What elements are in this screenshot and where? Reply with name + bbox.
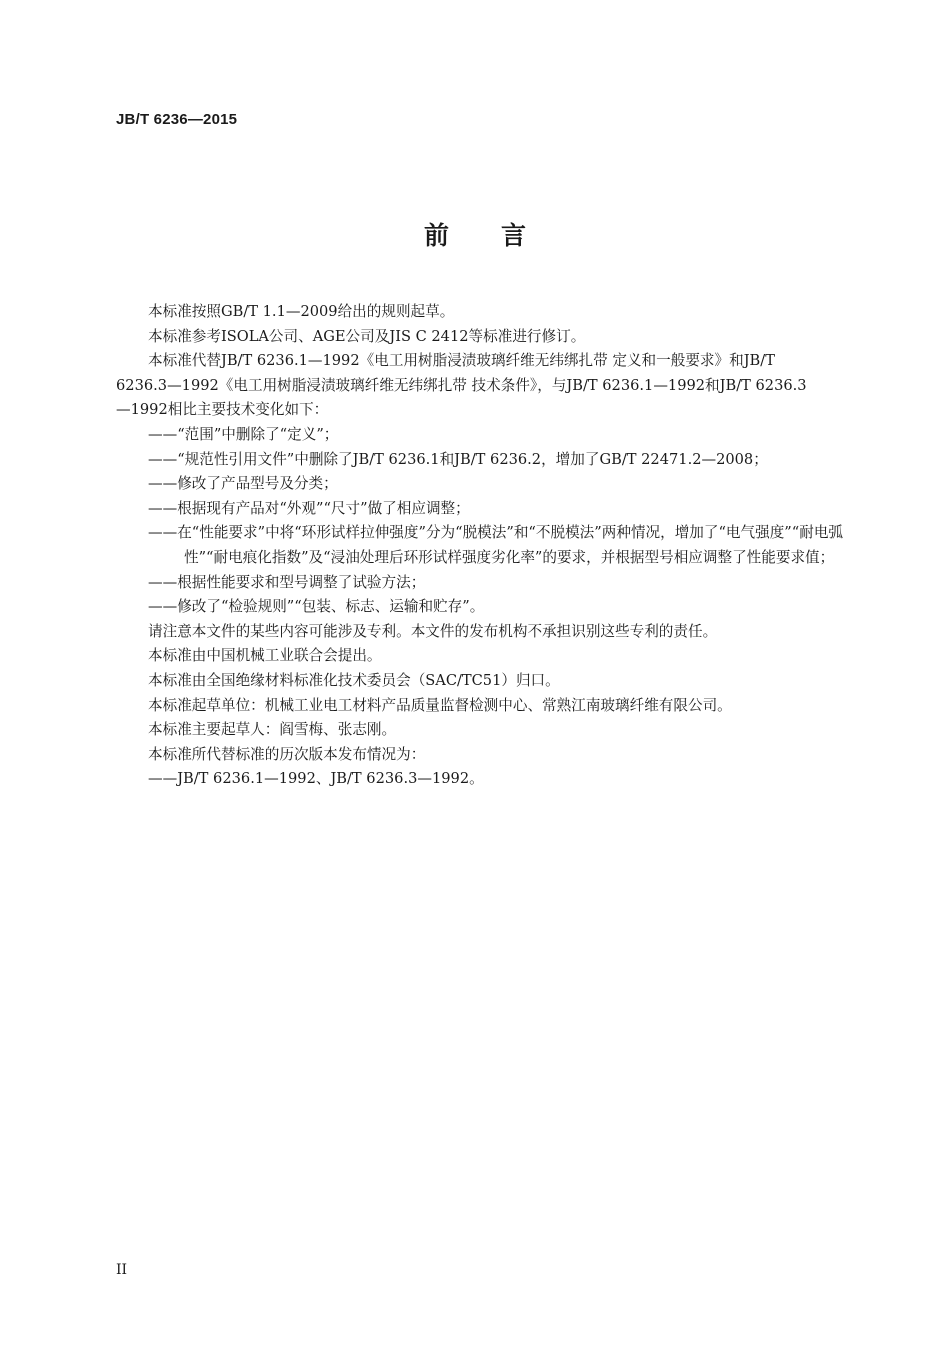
page-title: 前言 (423, 221, 578, 250)
paragraph-line: —1992相比主要技术变化如下： (116, 401, 329, 419)
document-body (116, 300, 864, 792)
paragraph: 本标准起草单位：机械工业电工材料产品质量监督检测中心、常熟江南玻璃纤维有限公司。 (148, 696, 732, 714)
page-number: II (116, 1262, 128, 1278)
paragraph: 本标准由中国机械工业联合会提出。 (148, 647, 382, 665)
paragraph: ——JB/T 6236.1—1992、JB/T 6236.3—1992。 (148, 770, 484, 788)
paragraph: 本标准参考ISOLA公司、AGE公司及JIS C 2412等标准进行修订。 (148, 327, 586, 345)
list-item: ——修改了“检验规则”“包装、标志、运输和贮存”。 (148, 598, 485, 616)
list-item: ——根据性能要求和型号调整了试验方法； (148, 573, 426, 591)
paragraph: 本标准按照GB/T 1.1—2009给出的规则起草。 (148, 303, 455, 320)
standard-code: JB/T 6236—2015 (116, 111, 238, 128)
list-item: ——根据现有产品对“外观”“尺寸”做了相应调整； (148, 499, 470, 517)
list-item: ——修改了产品型号及分类； (148, 475, 338, 493)
list-item: ——“范围”中删除了“定义”； (148, 425, 339, 443)
paragraph: 请注意本文件的某些内容可能涉及专利。本文件的发布机构不承担识别这些专利的责任。 (148, 622, 718, 640)
list-item: ——“规范性引用文件”中删除了JB/T 6236.1和JB/T 6236.2，增加了GB/T 22471.2—2008； (148, 450, 768, 468)
paragraph: 本标准由全国绝缘材料标准化技术委员会（SAC/TC51）归口。 (148, 671, 560, 689)
paragraph: 本标准主要起草人：阎雪梅、张志刚。 (148, 721, 397, 739)
paragraph-line: 本标准代替JB/T 6236.1—1992《电工用树脂浸渍玻璃纤维无纬绑扎带 定义和一般要求》和JB/T (148, 352, 775, 370)
paragraph: 本标准所代替标准的历次版本发布情况为： (148, 745, 426, 763)
paragraph-line: 6236.3—1992《电工用树脂浸渍玻璃纤维无纬绑扎带 技术条件》，与JB/T 6236.1—1992和JB/T 6236.3 (116, 376, 807, 394)
list-item: ——在“性能要求”中将“环形试样拉伸强度”分为“脱模法”和“不脱模法”两种情况，增加了“电气强度”“耐电弧性”“耐电痕化指数”及“浸油处理后环形试样强度劣化率”的要求，并根据型号相应调整了性能要求值； (148, 524, 844, 566)
